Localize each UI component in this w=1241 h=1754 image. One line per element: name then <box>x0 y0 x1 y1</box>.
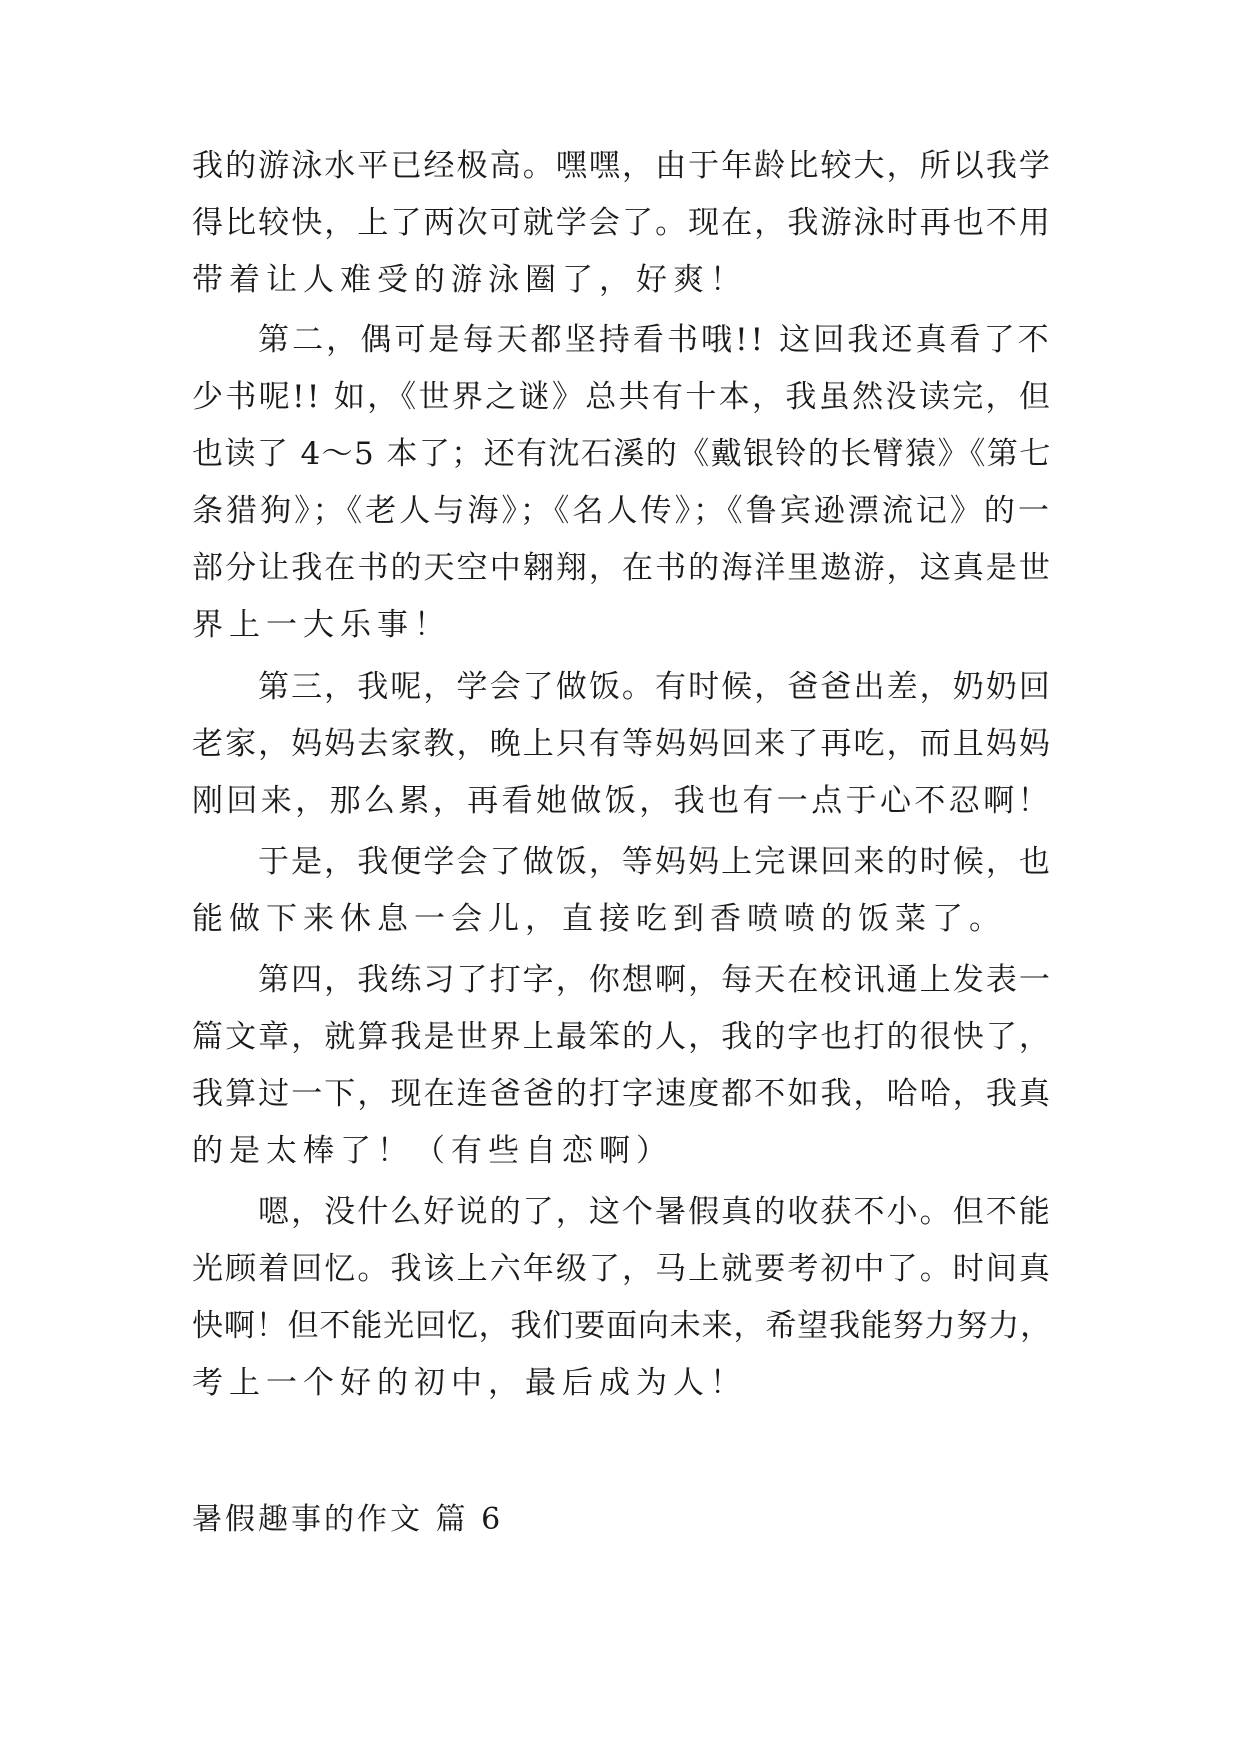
text-line: 的是太棒了！（有些自恋啊） <box>192 1133 673 1169</box>
text-line: 第四，我练习了打字，你想啊，每天在校讯通上发表一 <box>258 962 1052 998</box>
section-heading: 暑假趣事的作文 篇 6 <box>192 1502 504 1537</box>
text-line: 我算过一下，现在连爸爸的打字速度都不如我，哈哈，我真 <box>192 1076 1052 1112</box>
text-line: 于是，我便学会了做饭，等妈妈上完课回来的时候，也 <box>258 844 1052 880</box>
text-line: 刚回来，那么累，再看她做饭，我也有一点于心不忍啊！ <box>192 783 1052 819</box>
text-line: 快啊！但不能光回忆，我们要面向未来，希望我能努力努力， <box>192 1308 1052 1344</box>
text-line: 也读了 4～5 本了；还有沈石溪的《戴银铃的长臂猿》《第七 <box>192 436 1052 472</box>
text-line: 部分让我在书的天空中翱翔，在书的海洋里遨游，这真是世 <box>192 550 1052 586</box>
text-line: 条猎狗》；《老人与海》；《名人传》；《鲁宾逊漂流记》的一 <box>192 493 1052 529</box>
text-line: 篇文章，就算我是世界上最笨的人，我的字也打的很快了， <box>192 1019 1052 1055</box>
text-line: 光顾着回忆。我该上六年级了，马上就要考初中了。时间真 <box>192 1251 1052 1287</box>
text-line: 第三，我呢，学会了做饭。有时候，爸爸出差，奶奶回 <box>258 669 1052 705</box>
text-line: 得比较快，上了两次可就学会了。现在，我游泳时再也不用 <box>192 205 1052 241</box>
text-line: 界上一大乐事！ <box>192 607 451 643</box>
text-line: 老家，妈妈去家教，晚上只有等妈妈回来了再吃，而且妈妈 <box>192 726 1052 762</box>
text-line: 少书呢!! 如，《世界之谜》总共有十本，我虽然没读完，但 <box>192 379 1053 415</box>
text-line: 第二，偶可是每天都坚持看书哦!! 这回我还真看了不 <box>258 322 1052 358</box>
text-line: 能做下来休息一会儿，直接吃到香喷喷的饭菜了。 <box>192 901 1006 937</box>
text-line: 我的游泳水平已经极高。嘿嘿，由于年龄比较大，所以我学 <box>192 148 1052 184</box>
text-line: 考上一个好的初中，最后成为人！ <box>192 1365 747 1401</box>
text-line: 带着让人难受的游泳圈了，好爽！ <box>192 262 747 298</box>
text-line: 嗯，没什么好说的了，这个暑假真的收获不小。但不能 <box>258 1194 1052 1230</box>
